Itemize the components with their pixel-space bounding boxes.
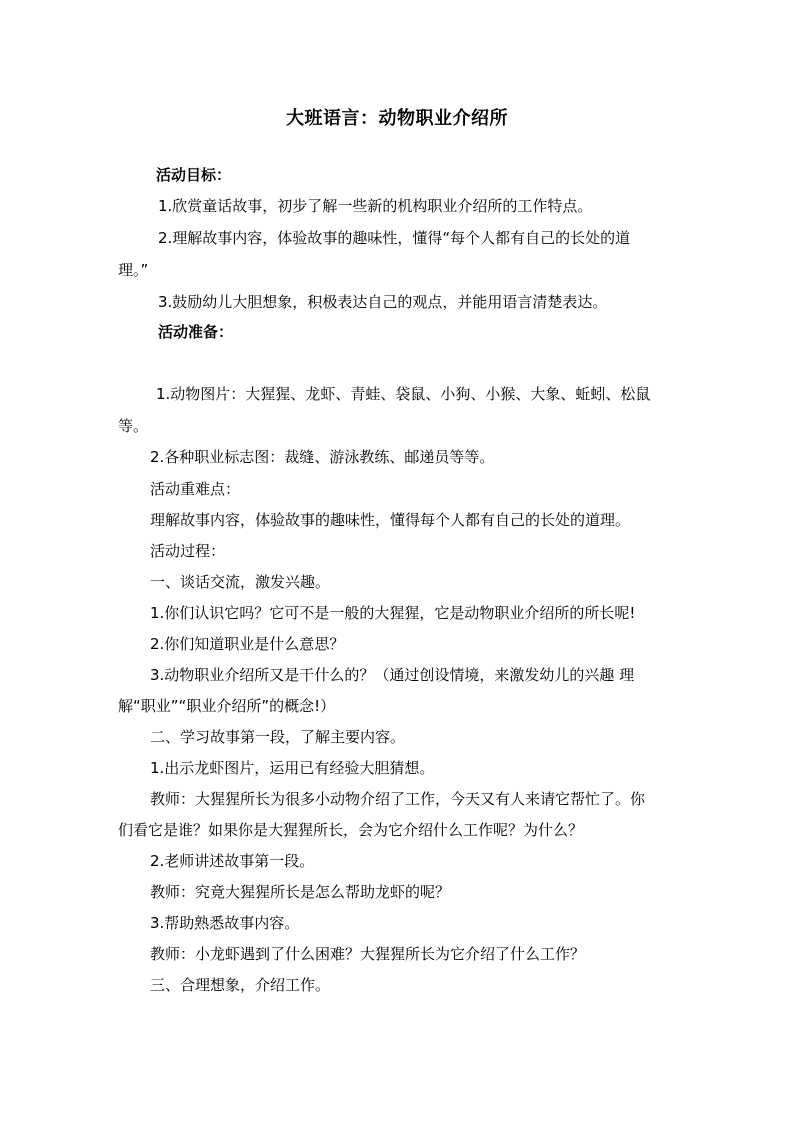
- text-line: 理解故事内容，体验故事的趣味性，懂得每个人都有自己的长处的道理。: [150, 511, 631, 529]
- section-heading-key-points: 活动重难点：: [150, 480, 241, 498]
- text-line: 2.你们知道职业是什么意思？: [150, 635, 345, 653]
- section-heading-preparation: 活动准备：: [158, 323, 234, 341]
- text-line: 2.理解故事内容，体验故事的趣味性，懂得“每个人都有自己的长处的道: [158, 229, 631, 247]
- text-line: 等。: [118, 417, 149, 435]
- text-line: 3.帮助熟悉故事内容。: [150, 914, 300, 932]
- section-heading-process: 活动过程：: [150, 542, 226, 560]
- text-line: 一、谈话交流，激发兴趣。: [150, 573, 331, 591]
- document-title: 大班语言：动物职业介绍所: [286, 108, 508, 129]
- text-line: 教师：究竟大猩猩所长是怎么帮助龙虾的呢？: [150, 883, 451, 901]
- text-line: 三、合理想象，介绍工作。: [150, 976, 331, 994]
- text-line: 1.欣赏童话故事，初步了解一些新的机构职业介绍所的工作特点。: [158, 197, 593, 215]
- text-line: 1.你们认识它吗？它可不是一般的大猩猩，它是动物职业介绍所的所长呢!: [150, 604, 636, 622]
- text-line: 2.各种职业标志图：裁缝、游泳教练、邮递员等等。: [150, 448, 495, 466]
- text-line: 们看它是谁？如果你是大猩猩所长，会为它介绍什么工作呢？为什么？: [118, 821, 584, 839]
- section-heading-goals: 活动目标：: [156, 166, 232, 184]
- text-line: 2.老师讲述故事第一段。: [150, 852, 315, 870]
- text-line: 解“职业”“职业介绍所”的概念!）: [118, 697, 336, 715]
- text-line: 二、学习故事第一段，了解主要内容。: [150, 728, 406, 746]
- text-line: 教师：小龙虾遇到了什么困难？大猩猩所长为它介绍了什么工作？: [150, 945, 586, 963]
- text-line: 3.动物职业介绍所又是干什么的？（通过创设情境，来激发幼儿的兴趣 理: [150, 666, 635, 684]
- text-line: 理。”: [118, 261, 149, 279]
- text-line: 教师：大猩猩所长为很多小动物介绍了工作，今天又有人来请它帮忙了。你: [150, 790, 646, 808]
- text-line: 3.鼓励幼儿大胆想象，积极表达自己的观点，并能用语言清楚表达。: [158, 293, 608, 311]
- text-line: 1.动物图片：大猩猩、龙虾、青蛙、袋鼠、小狗、小猴、大象、蚯蚓、松鼠: [156, 385, 651, 403]
- text-line: 1.出示龙虾图片，运用已有经验大胆猜想。: [150, 759, 435, 777]
